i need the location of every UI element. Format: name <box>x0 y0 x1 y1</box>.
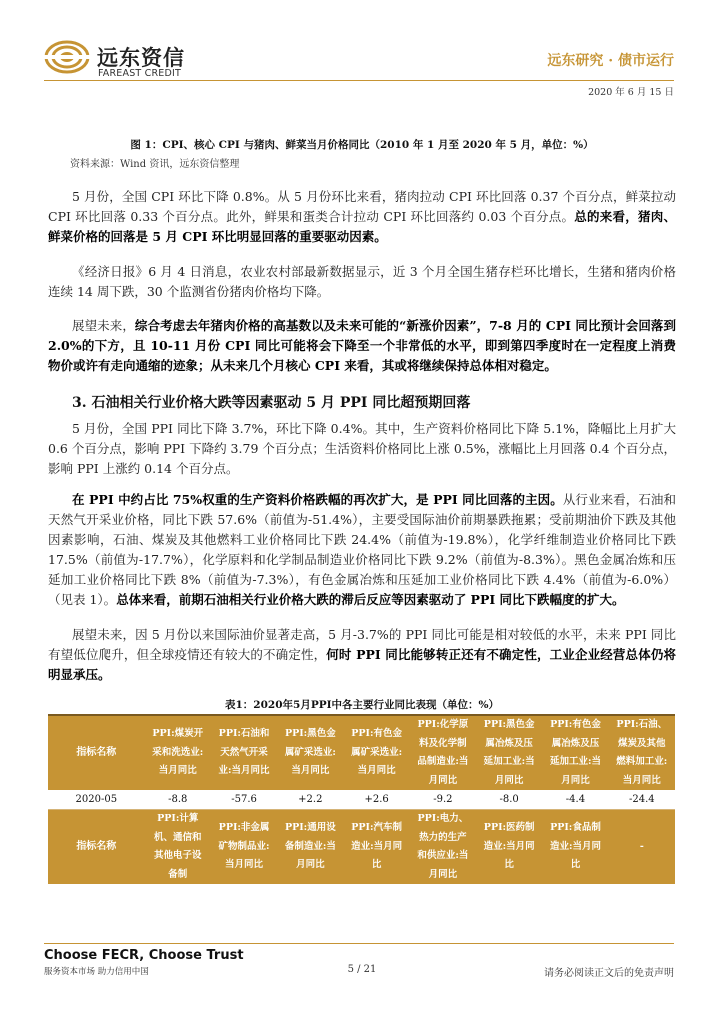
paragraph-cpi-mom: 5 月份，全国 CPI 环比下降 0.8%。从 5 月份环比来看，猪肉拉动 CPI 环比回落 0.37 个百分点，鲜菜拉动 CPI 环比回落 0.33 个百分点。此外，鲜果和蛋类合计拉动 CPI 环比回落约 0.03 个百分点。总的来看，猪肉、鲜菜价格的回落是 5 月 CPI 环比明显回落的重要驱动因素。 <box>48 189 676 244</box>
footer-slogan: Choose FECR, Choose Trust <box>44 948 244 963</box>
paragraph-ppi-overview: 5 月份，全国 PPI 同比下降 3.7%，环比下降 0.4%。其中，生产资料价格同比下降 5.1%，降幅比上月扩大 0.6 个百分点，影响 PPI 下降约 3.79 个百分点；生活资料价格同比上涨 0.5%，涨幅比上月回落 0.4 个百分点，影响 PPI 上涨约 0.14 个百分点。 <box>48 421 676 476</box>
table-header-cell: PPI:黑色金属冶炼及压延加工业:当月同比 <box>476 715 542 790</box>
table-header-cell: PPI:煤炭开采和洗选业:当月同比 <box>145 715 211 790</box>
table-header-cell: PPI:电力、热力的生产和供应业:当月同比 <box>410 810 476 885</box>
table-header-cell: PPI:有色金属冶炼及压延加工业:当月同比 <box>542 715 608 790</box>
table-header-cell: PPI:医药制造业:当月同比 <box>476 810 542 885</box>
figure-caption: 图 1：CPI、核心 CPI 与猪肉、鲜菜当月价格同比（2010 年 1 月至 2020 年 5 月，单位：%） <box>130 139 594 151</box>
logo-en-text: FAREAST CREDIT <box>98 68 182 79</box>
table-value-cell: +2.6 <box>343 790 409 810</box>
page-number: 5 / 21 <box>347 964 377 975</box>
table-header-cell: PPI:通用设备制造业:当月同比 <box>277 810 343 885</box>
table-header-cell: PPI:食品制造业:当月同比 <box>542 810 608 885</box>
report-date: 2020 年 6 月 15 日 <box>588 87 674 98</box>
ppi-industry-table <box>48 714 675 884</box>
table-value-cell: -57.6 <box>211 790 277 810</box>
table-value-cell: +2.2 <box>277 790 343 810</box>
table-row-label: 2020-05 <box>48 790 145 810</box>
header-report-title: 远东研究 · 债市运行 <box>547 53 674 69</box>
table-row-header: 指标名称 <box>48 715 145 790</box>
table-value-cell: -8.8 <box>145 790 211 810</box>
table-caption: 表1：2020年5月PPI中各主要行业同比表现（单位：%） <box>224 699 499 711</box>
paragraph-ppi-industries: 在 PPI 中约占比 75%权重的生产资料价格跌幅的再次扩大，是 PPI 同比回落的主因。从行业来看，石油和天然气开采业价格，同比下跌 57.6%（前值为-51.4%），主要受国际油价前期暴跌拖累；受前期油价下跌及其他因素影响，石油、煤炭及其他燃料工业价格同比下跌 24.4%（前值为-19.8%），化学纤维制造业价格同比下跌 17.5%（前值为-17.7%），化学原料和化学制品制造业价格同比下跌 9.2%（前值为-8.3%）。黑色金属冶炼和压延加工业价格同比下跌 8%（前值为-7.3%），有色金属冶炼和压延加工业价格同比下跌 4.4%（前值为-6.0%）（见表 1）。总体来看，前期石油相关行业价格大跌的滞后反应等因素驱动了 PPI 同比下跌幅度的扩大。 <box>48 492 676 607</box>
table-header-cell: PPI:有色金属矿采选业:当月同比 <box>343 715 409 790</box>
table-header-cell: PPI:计算机、通信和其他电子设备制 <box>145 810 211 885</box>
table-value-cell: -4.4 <box>542 790 608 810</box>
fareast-logo-icon <box>44 40 90 74</box>
table-header-row-2 <box>48 810 675 885</box>
table-row <box>48 790 675 810</box>
section-title-ppi: 3. 石油相关行业价格大跌等因素驱动 5 月 PPI 同比超预期回落 <box>72 395 471 411</box>
table-header-cell: PPI:化学原料及化学制品制造业:当月同比 <box>410 715 476 790</box>
table-header-cell: PPI:非金属矿物制品业:当月同比 <box>211 810 277 885</box>
table-header-cell: PPI:汽车制造业:当月同比 <box>343 810 409 885</box>
footer-divider <box>44 943 674 944</box>
table-header-row <box>48 715 675 790</box>
table-value-cell: -24.4 <box>609 790 675 810</box>
paragraph-ppi-outlook: 展望未来，因 5 月份以来国际油价显著走高，5 月-3.7%的 PPI 同比可能是相对较低的水平，未来 PPI 同比有望低位爬升，但全球疫情还有较大的不确定性，何时 PPI 同比能够转正还有不确定性，工业企业经营总体仍将明显承压。 <box>48 627 676 682</box>
table-header-cell: PPI:石油、煤炭及其他燃料加工业:当月同比 <box>609 715 675 790</box>
table-value-cell: -9.2 <box>410 790 476 810</box>
header-divider <box>44 80 674 81</box>
table-value-cell: -8.0 <box>476 790 542 810</box>
paragraph-pork-news: 《经济日报》6 月 4 日消息，农业农村部最新数据显示，近 3 个月全国生猪存栏环比增长，生猪和猪肉价格连续 14 周下跌，30 个监测省份猪肉价格均下降。 <box>48 264 676 299</box>
footer-subslogan: 服务资本市场 助力信用中国 <box>44 967 149 977</box>
table-row-header-2: 指标名称 <box>48 810 145 885</box>
paragraph-cpi-outlook: 展望未来，综合考虑去年猪肉价格的高基数以及未来可能的“新涨价因素”，7-8 月的 CPI 同比预计会回落到 2.0%的下方，且 10-11 月份 CPI 同比可能将会下降至一个非常低的水平，即到第四季度时在一定程度上消费物价或许有走向通缩的迹象；从未来几个月核心 CPI 来看，其或将继续保持总体相对稳定。 <box>48 318 676 373</box>
table-header-cell: PPI:黑色金属矿采选业:当月同比 <box>277 715 343 790</box>
logo-cn-text: 远东资信 <box>97 46 185 70</box>
table-header-cell: PPI:石油和天然气开采业:当月同比 <box>211 715 277 790</box>
figure-source: 资料来源：Wind 资讯，远东资信整理 <box>70 159 240 170</box>
footer-disclaimer: 请务必阅读正文后的免责声明 <box>544 968 674 979</box>
table-header-cell: - <box>609 810 675 885</box>
